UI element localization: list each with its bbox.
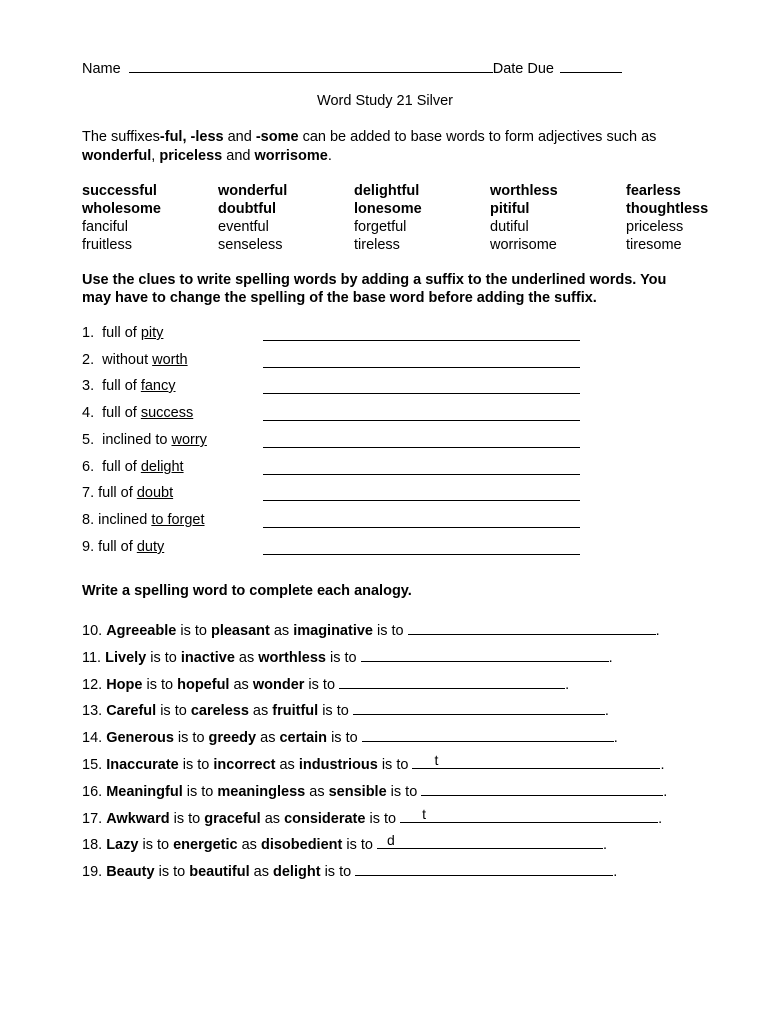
analogy-term: imaginative [293, 623, 373, 639]
word: priceless [626, 219, 684, 235]
clue-row [82, 325, 167, 341]
instruction-line: Use the clues to write spelling words by adding a suffix to the underlined words. You [82, 272, 667, 288]
analogy-row [82, 781, 667, 800]
clue-prefix: 5. inclined to [82, 432, 172, 448]
analogy-answer-blank[interactable] [400, 808, 658, 823]
word: fanciful [82, 219, 128, 235]
word: successful [82, 183, 157, 199]
analogy-term: graceful [204, 811, 261, 827]
word-bank-row [82, 236, 736, 254]
intro-text: The suffixes [82, 129, 160, 145]
analogy-answer-blank[interactable] [412, 754, 660, 769]
analogy-number: 18. [82, 837, 103, 853]
analogy-term: sensible [328, 784, 387, 800]
analogy-number: 15. [82, 757, 103, 773]
analogy-connector: as [275, 757, 299, 773]
clue-row [82, 432, 211, 448]
word: tireless [354, 237, 400, 253]
analogy-row [82, 647, 613, 666]
period: . [658, 811, 663, 827]
clue-prefix: 8. inclined [82, 512, 152, 528]
example-word: worrisome [254, 148, 328, 164]
analogy-answer-blank[interactable] [353, 700, 605, 715]
word: fearless [626, 183, 681, 199]
word: worrisome [490, 237, 557, 253]
analogy-answer-blank[interactable] [355, 861, 613, 876]
date-label: Date Due [492, 61, 554, 77]
analogy-number: 10. [82, 623, 103, 639]
word: pitiful [490, 201, 530, 217]
clue-base-word: success [140, 405, 194, 421]
analogy-term: considerate [284, 811, 366, 827]
name-blank[interactable] [129, 58, 493, 73]
hint-letter: t [422, 806, 427, 822]
analogy-term: Lazy [106, 837, 139, 853]
analogy-connector: is to [320, 864, 356, 880]
page-title: Word Study 21 Silver [317, 93, 453, 109]
analogy-term: beautiful [189, 864, 250, 880]
analogy-answer-blank[interactable] [421, 781, 663, 796]
word: eventful [218, 219, 269, 235]
clue-base-word: to forget [151, 512, 205, 528]
analogy-connector: as [229, 677, 253, 693]
analogy-term: disobedient [260, 837, 343, 853]
analogy-term: hopeful [177, 677, 230, 693]
answer-blank[interactable] [263, 392, 580, 394]
word: wonderful [218, 183, 288, 199]
analogy-connector: as [234, 650, 259, 666]
analogy-connector: is to [173, 730, 209, 746]
example-word: wonderful [82, 148, 152, 164]
word: worthless [490, 183, 558, 199]
analogy-connector: as [248, 703, 273, 719]
instruction-line: may have to change the spelling of the base word before adding the suffix. [82, 290, 597, 306]
word: delightful [354, 183, 420, 199]
analogy-term: careless [190, 703, 249, 719]
analogy-connector: is to [365, 811, 401, 827]
analogy-connector: is to [142, 677, 178, 693]
word-bank-row [82, 182, 736, 200]
analogy-connector: is to [176, 623, 211, 639]
clue-base-word: pity [140, 325, 164, 341]
analogy-answer-blank[interactable] [339, 674, 565, 689]
clue-row [82, 512, 209, 528]
word: dutiful [490, 219, 529, 235]
clue-prefix: 9. full of [82, 539, 137, 555]
name-row [82, 58, 622, 77]
analogy-connector: is to [169, 811, 205, 827]
period: . [603, 837, 608, 853]
analogy-connector: as [260, 811, 285, 827]
analogy-term: Beauty [106, 864, 155, 880]
word: fruitless [82, 237, 132, 253]
analogy-term: industrious [298, 757, 378, 773]
word: thoughtless [626, 201, 709, 217]
clue-base-word: worth [152, 352, 188, 368]
intro-text: can be added to base words to form adjectives such as [298, 129, 657, 145]
answer-blank[interactable] [263, 339, 580, 341]
analogy-row [82, 727, 618, 746]
analogy-answer-blank[interactable] [362, 727, 614, 742]
answer-blank[interactable] [263, 499, 580, 501]
analogy-row [82, 674, 569, 693]
analogy-connector: is to [154, 864, 190, 880]
clue-base-word: delight [140, 459, 184, 475]
clue-row [82, 378, 180, 394]
analogy-number: 14. [82, 730, 103, 746]
clue-row [82, 539, 168, 555]
word-bank-row [82, 200, 736, 218]
suffix-some: -some [255, 129, 299, 145]
period: . [613, 864, 618, 880]
period: . [663, 784, 668, 800]
section1-instructions [82, 271, 666, 307]
analogy-term: Meaningful [106, 784, 183, 800]
clue-prefix: 4. full of [82, 405, 141, 421]
analogy-connector: as [256, 730, 280, 746]
word-bank-row [82, 218, 736, 236]
intro-text: and [222, 148, 255, 164]
analogy-number: 13. [82, 703, 103, 719]
clue-base-word: fancy [140, 378, 176, 394]
analogy-answer-blank[interactable] [408, 620, 656, 635]
period: . [565, 677, 570, 693]
period: . [655, 623, 660, 639]
analogy-term: Generous [106, 730, 174, 746]
analogy-connector: is to [138, 837, 174, 853]
analogy-term: pleasant [210, 623, 270, 639]
analogy-term: fruitful [272, 703, 319, 719]
analogy-term: Hope [106, 677, 143, 693]
analogy-term: delight [273, 864, 321, 880]
analogy-term: worthless [258, 650, 326, 666]
analogy-row [82, 754, 664, 773]
analogy-connector: is to [325, 650, 361, 666]
analogy-term: certain [279, 730, 328, 746]
clue-row [82, 459, 188, 475]
analogy-number: 12. [82, 677, 103, 693]
clue-base-word: doubt [136, 485, 174, 501]
analogy-term: Lively [105, 650, 147, 666]
word-bank [82, 182, 736, 254]
answer-blank[interactable] [263, 419, 580, 421]
analogy-term: meaningless [217, 784, 306, 800]
analogy-connector: is to [178, 757, 214, 773]
analogy-term: energetic [173, 837, 238, 853]
period: . [613, 730, 618, 746]
clue-row [82, 405, 197, 421]
analogy-term: Agreeable [106, 623, 177, 639]
answer-blank[interactable] [263, 553, 580, 555]
intro-paragraph [82, 128, 656, 166]
word: wholesome [82, 201, 161, 217]
analogy-number: 16. [82, 784, 103, 800]
example-word: priceless [159, 148, 223, 164]
clue-prefix: 7. full of [82, 485, 137, 501]
date-blank[interactable] [560, 58, 622, 73]
analogy-row [82, 808, 662, 827]
answer-blank[interactable] [263, 526, 580, 528]
analogy-connector: as [249, 864, 274, 880]
section2-title: Write a spelling word to complete each analogy. [82, 583, 412, 599]
answer-blank[interactable] [263, 473, 580, 475]
clue-prefix: 6. full of [82, 459, 141, 475]
answer-blank[interactable] [263, 446, 580, 448]
intro-text: , [151, 148, 160, 164]
period: . [604, 703, 609, 719]
clue-base-word: duty [136, 539, 165, 555]
analogy-connector: is to [146, 650, 181, 666]
suffix-ful-less: -ful, -less [159, 129, 224, 145]
hint-letter: t [434, 752, 439, 768]
analogy-connector: is to [327, 730, 362, 746]
analogy-row [82, 861, 617, 880]
clue-base-word: worry [171, 432, 207, 448]
analogy-answer-blank[interactable] [361, 647, 609, 662]
analogy-term: wonder [252, 677, 305, 693]
clue-prefix: 1. full of [82, 325, 141, 341]
answer-blank[interactable] [263, 366, 580, 368]
analogy-connector: is to [156, 703, 191, 719]
intro-text: and [223, 129, 256, 145]
analogy-term: Inaccurate [106, 757, 179, 773]
analogy-row [82, 834, 607, 853]
analogy-connector: as [237, 837, 261, 853]
analogy-connector: is to [377, 757, 413, 773]
analogy-connector: is to [386, 784, 422, 800]
analogy-number: 19. [82, 864, 103, 880]
analogy-row [82, 700, 609, 719]
period: . [608, 650, 613, 666]
intro-text: . [327, 148, 332, 164]
analogy-connector: is to [342, 837, 377, 853]
analogy-connector: is to [372, 623, 408, 639]
word: forgetful [354, 219, 407, 235]
period: . [660, 757, 665, 773]
analogy-term: inactive [180, 650, 235, 666]
analogy-term: Awkward [106, 811, 170, 827]
analogy-term: greedy [208, 730, 257, 746]
name-label: Name [82, 61, 121, 77]
analogy-answer-blank[interactable] [377, 834, 603, 849]
analogy-connector: is to [304, 677, 340, 693]
clue-row [82, 485, 177, 501]
analogy-connector: is to [318, 703, 353, 719]
hint-letter: d [387, 832, 395, 848]
word: senseless [218, 237, 283, 253]
analogy-term: Careful [106, 703, 157, 719]
word: tiresome [626, 237, 682, 253]
analogy-connector: as [269, 623, 294, 639]
clue-prefix: 3. full of [82, 378, 141, 394]
analogy-number: 17. [82, 811, 103, 827]
clue-row [82, 352, 192, 368]
word: doubtful [218, 201, 276, 217]
analogy-number: 11. [82, 650, 102, 666]
clue-prefix: 2. without [82, 352, 153, 368]
analogy-term: incorrect [213, 757, 276, 773]
analogy-connector: is to [182, 784, 218, 800]
analogy-connector: as [305, 784, 329, 800]
analogy-row [82, 620, 660, 639]
word: lonesome [354, 201, 422, 217]
